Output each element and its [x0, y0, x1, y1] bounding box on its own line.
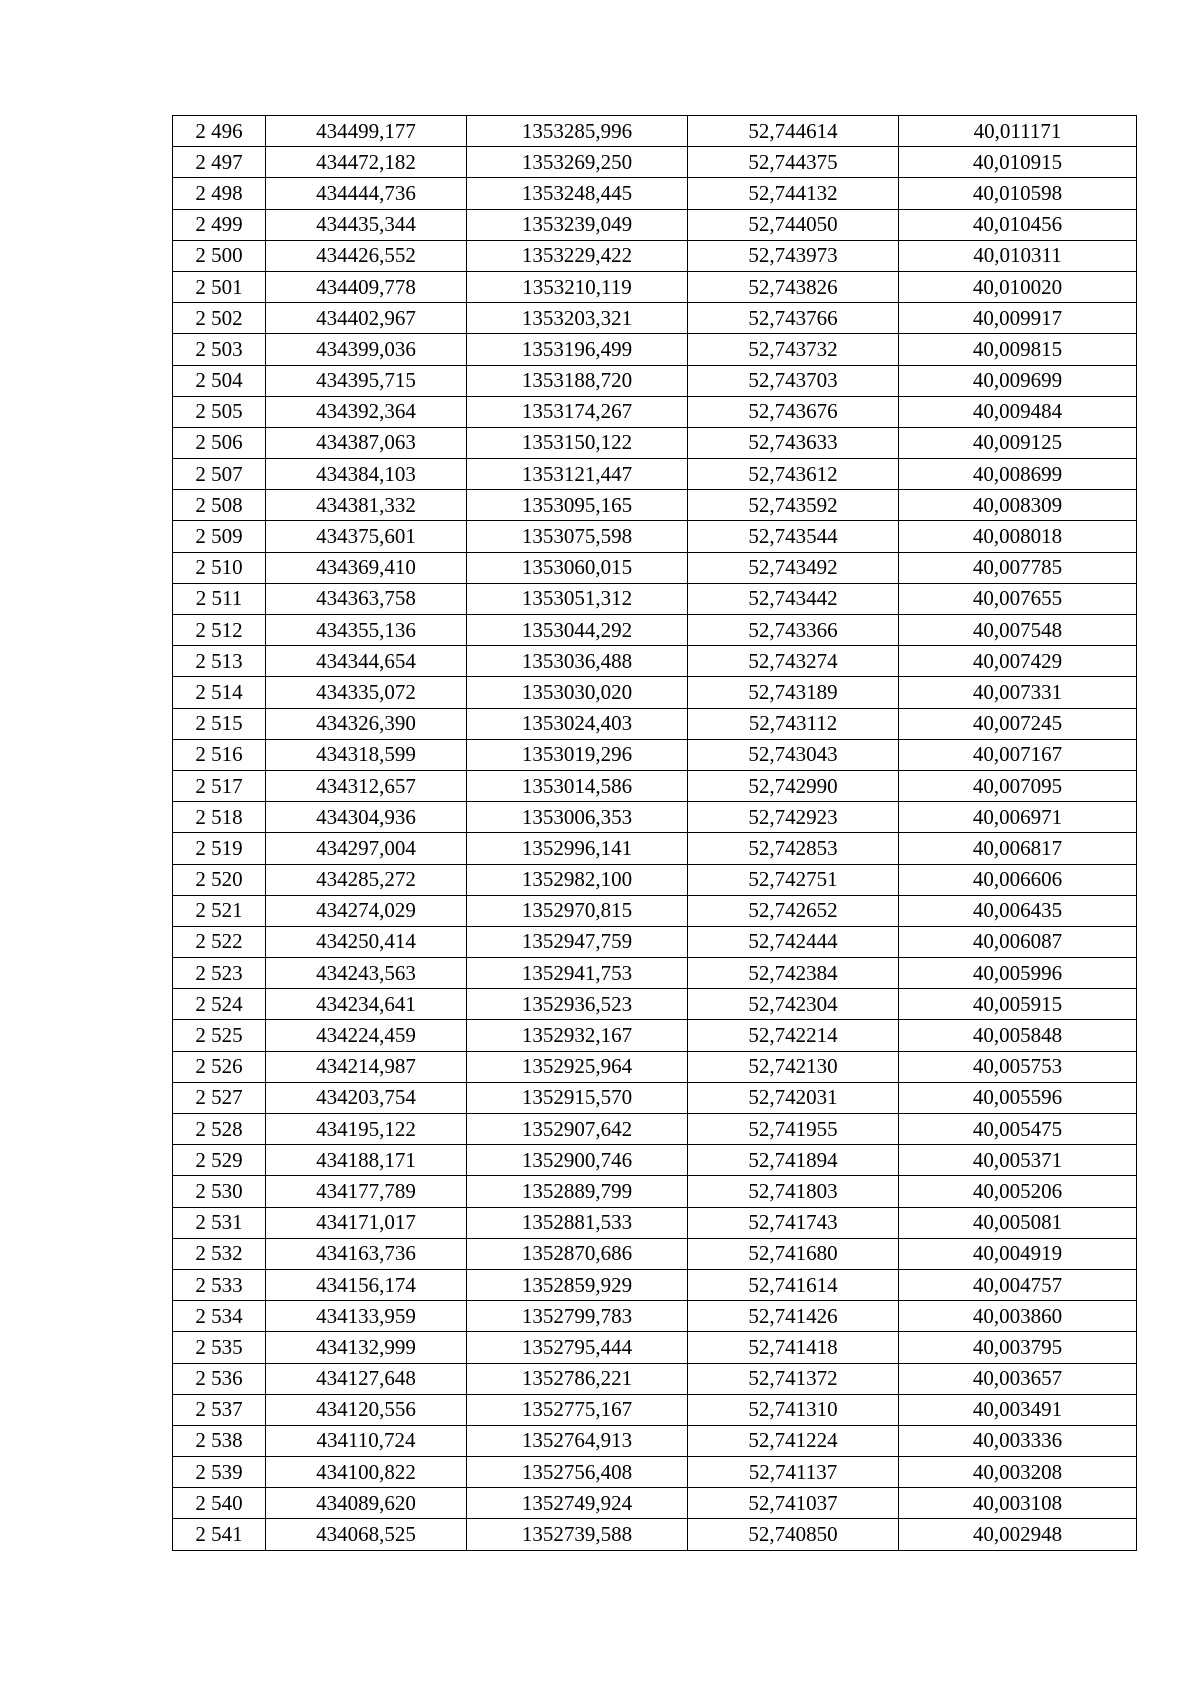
longitude-cell: 40,007167 — [899, 739, 1137, 770]
table-row — [173, 708, 1137, 739]
longitude-cell: 40,003208 — [899, 1457, 1137, 1488]
point-number-cell: 2 541 — [173, 1519, 266, 1550]
y-coordinate-cell: 1353210,119 — [467, 271, 688, 302]
longitude-cell: 40,007548 — [899, 615, 1137, 646]
table-row — [173, 178, 1137, 209]
point-number-cell: 2 504 — [173, 365, 266, 396]
x-coordinate-cell: 434369,410 — [266, 552, 467, 583]
x-coordinate-cell: 434472,182 — [266, 147, 467, 178]
y-coordinate-cell: 1352996,141 — [467, 833, 688, 864]
y-coordinate-cell: 1353229,422 — [467, 240, 688, 271]
x-coordinate-cell: 434100,822 — [266, 1457, 467, 1488]
y-coordinate-cell: 1353150,122 — [467, 427, 688, 458]
table-row — [173, 1145, 1137, 1176]
latitude-cell: 52,743366 — [688, 615, 899, 646]
x-coordinate-cell: 434375,601 — [266, 521, 467, 552]
table-row — [173, 1176, 1137, 1207]
longitude-cell: 40,007429 — [899, 646, 1137, 677]
longitude-cell: 40,011171 — [899, 116, 1137, 147]
longitude-cell: 40,010311 — [899, 240, 1137, 271]
longitude-cell: 40,003795 — [899, 1332, 1137, 1363]
table-row — [173, 739, 1137, 770]
point-number-cell: 2 502 — [173, 303, 266, 334]
table-row — [173, 271, 1137, 302]
x-coordinate-cell: 434224,459 — [266, 1020, 467, 1051]
longitude-cell: 40,006435 — [899, 895, 1137, 926]
longitude-cell: 40,010456 — [899, 209, 1137, 240]
table-row — [173, 1332, 1137, 1363]
table-row — [173, 677, 1137, 708]
x-coordinate-cell: 434234,641 — [266, 989, 467, 1020]
latitude-cell: 52,741680 — [688, 1238, 899, 1269]
y-coordinate-cell: 1352907,642 — [467, 1114, 688, 1145]
x-coordinate-cell: 434089,620 — [266, 1488, 467, 1519]
table-row — [173, 1269, 1137, 1300]
x-coordinate-cell: 434132,999 — [266, 1332, 467, 1363]
point-number-cell: 2 518 — [173, 802, 266, 833]
point-number-cell: 2 538 — [173, 1425, 266, 1456]
latitude-cell: 52,743274 — [688, 646, 899, 677]
y-coordinate-cell: 1352941,753 — [467, 958, 688, 989]
point-number-cell: 2 511 — [173, 583, 266, 614]
y-coordinate-cell: 1353036,488 — [467, 646, 688, 677]
table-row — [173, 833, 1137, 864]
longitude-cell: 40,003491 — [899, 1394, 1137, 1425]
latitude-cell: 52,742384 — [688, 958, 899, 989]
x-coordinate-cell: 434133,959 — [266, 1301, 467, 1332]
y-coordinate-cell: 1352889,799 — [467, 1176, 688, 1207]
point-number-cell: 2 496 — [173, 116, 266, 147]
y-coordinate-cell: 1352870,686 — [467, 1238, 688, 1269]
point-number-cell: 2 509 — [173, 521, 266, 552]
latitude-cell: 52,741894 — [688, 1145, 899, 1176]
table-row — [173, 365, 1137, 396]
table-row — [173, 427, 1137, 458]
x-coordinate-cell: 434171,017 — [266, 1207, 467, 1238]
point-number-cell: 2 515 — [173, 708, 266, 739]
x-coordinate-cell: 434188,171 — [266, 1145, 467, 1176]
longitude-cell: 40,005996 — [899, 958, 1137, 989]
latitude-cell: 52,743492 — [688, 552, 899, 583]
longitude-cell: 40,005848 — [899, 1020, 1137, 1051]
x-coordinate-cell: 434203,754 — [266, 1082, 467, 1113]
y-coordinate-cell: 1353239,049 — [467, 209, 688, 240]
y-coordinate-cell: 1353285,996 — [467, 116, 688, 147]
latitude-cell: 52,742853 — [688, 833, 899, 864]
table-row — [173, 1363, 1137, 1394]
coordinates-table-body — [173, 116, 1137, 1551]
longitude-cell: 40,010020 — [899, 271, 1137, 302]
y-coordinate-cell: 1353188,720 — [467, 365, 688, 396]
point-number-cell: 2 517 — [173, 770, 266, 801]
longitude-cell: 40,006817 — [899, 833, 1137, 864]
longitude-cell: 40,008699 — [899, 459, 1137, 490]
table-row — [173, 334, 1137, 365]
table-row — [173, 926, 1137, 957]
table-row — [173, 1114, 1137, 1145]
point-number-cell: 2 505 — [173, 396, 266, 427]
point-number-cell: 2 529 — [173, 1145, 266, 1176]
longitude-cell: 40,010598 — [899, 178, 1137, 209]
x-coordinate-cell: 434326,390 — [266, 708, 467, 739]
longitude-cell: 40,007785 — [899, 552, 1137, 583]
longitude-cell: 40,005206 — [899, 1176, 1137, 1207]
point-number-cell: 2 501 — [173, 271, 266, 302]
x-coordinate-cell: 434387,063 — [266, 427, 467, 458]
longitude-cell: 40,003108 — [899, 1488, 1137, 1519]
point-number-cell: 2 537 — [173, 1394, 266, 1425]
point-number-cell: 2 499 — [173, 209, 266, 240]
longitude-cell: 40,002948 — [899, 1519, 1137, 1550]
latitude-cell: 52,743732 — [688, 334, 899, 365]
x-coordinate-cell: 434381,332 — [266, 490, 467, 521]
latitude-cell: 52,744375 — [688, 147, 899, 178]
table-row — [173, 1457, 1137, 1488]
latitude-cell: 52,743442 — [688, 583, 899, 614]
point-number-cell: 2 520 — [173, 864, 266, 895]
coordinates-table — [172, 115, 1137, 1551]
latitude-cell: 52,741037 — [688, 1488, 899, 1519]
longitude-cell: 40,003657 — [899, 1363, 1137, 1394]
latitude-cell: 52,743189 — [688, 677, 899, 708]
y-coordinate-cell: 1353121,447 — [467, 459, 688, 490]
latitude-cell: 52,741955 — [688, 1114, 899, 1145]
table-row — [173, 1519, 1137, 1550]
table-row — [173, 1425, 1137, 1456]
point-number-cell: 2 535 — [173, 1332, 266, 1363]
x-coordinate-cell: 434402,967 — [266, 303, 467, 334]
x-coordinate-cell: 434250,414 — [266, 926, 467, 957]
x-coordinate-cell: 434318,599 — [266, 739, 467, 770]
y-coordinate-cell: 1352764,913 — [467, 1425, 688, 1456]
x-coordinate-cell: 434312,657 — [266, 770, 467, 801]
point-number-cell: 2 513 — [173, 646, 266, 677]
x-coordinate-cell: 434163,736 — [266, 1238, 467, 1269]
latitude-cell: 52,742652 — [688, 895, 899, 926]
latitude-cell: 52,742130 — [688, 1051, 899, 1082]
latitude-cell: 52,741137 — [688, 1457, 899, 1488]
latitude-cell: 52,740850 — [688, 1519, 899, 1550]
longitude-cell: 40,008309 — [899, 490, 1137, 521]
point-number-cell: 2 519 — [173, 833, 266, 864]
x-coordinate-cell: 434110,724 — [266, 1425, 467, 1456]
latitude-cell: 52,741224 — [688, 1425, 899, 1456]
latitude-cell: 52,743633 — [688, 427, 899, 458]
longitude-cell: 40,006971 — [899, 802, 1137, 833]
y-coordinate-cell: 1353248,445 — [467, 178, 688, 209]
table-row — [173, 583, 1137, 614]
table-row — [173, 1488, 1137, 1519]
y-coordinate-cell: 1352739,588 — [467, 1519, 688, 1550]
table-row — [173, 303, 1137, 334]
latitude-cell: 52,743544 — [688, 521, 899, 552]
point-number-cell: 2 510 — [173, 552, 266, 583]
x-coordinate-cell: 434127,648 — [266, 1363, 467, 1394]
table-row — [173, 490, 1137, 521]
y-coordinate-cell: 1353044,292 — [467, 615, 688, 646]
y-coordinate-cell: 1352915,570 — [467, 1082, 688, 1113]
longitude-cell: 40,008018 — [899, 521, 1137, 552]
point-number-cell: 2 531 — [173, 1207, 266, 1238]
latitude-cell: 52,742923 — [688, 802, 899, 833]
longitude-cell: 40,003860 — [899, 1301, 1137, 1332]
y-coordinate-cell: 1353095,165 — [467, 490, 688, 521]
latitude-cell: 52,743973 — [688, 240, 899, 271]
x-coordinate-cell: 434177,789 — [266, 1176, 467, 1207]
table-row — [173, 1020, 1137, 1051]
table-row — [173, 1394, 1137, 1425]
point-number-cell: 2 508 — [173, 490, 266, 521]
y-coordinate-cell: 1352947,759 — [467, 926, 688, 957]
table-row — [173, 958, 1137, 989]
table-row — [173, 802, 1137, 833]
x-coordinate-cell: 434195,122 — [266, 1114, 467, 1145]
y-coordinate-cell: 1353196,499 — [467, 334, 688, 365]
longitude-cell: 40,009484 — [899, 396, 1137, 427]
table-row — [173, 989, 1137, 1020]
y-coordinate-cell: 1353006,353 — [467, 802, 688, 833]
y-coordinate-cell: 1352936,523 — [467, 989, 688, 1020]
point-number-cell: 2 500 — [173, 240, 266, 271]
table-row — [173, 147, 1137, 178]
longitude-cell: 40,005753 — [899, 1051, 1137, 1082]
longitude-cell: 40,005475 — [899, 1114, 1137, 1145]
y-coordinate-cell: 1352795,444 — [467, 1332, 688, 1363]
longitude-cell: 40,009125 — [899, 427, 1137, 458]
point-number-cell: 2 536 — [173, 1363, 266, 1394]
point-number-cell: 2 533 — [173, 1269, 266, 1300]
table-row — [173, 1238, 1137, 1269]
y-coordinate-cell: 1352859,929 — [467, 1269, 688, 1300]
point-number-cell: 2 514 — [173, 677, 266, 708]
latitude-cell: 52,742214 — [688, 1020, 899, 1051]
x-coordinate-cell: 434068,525 — [266, 1519, 467, 1550]
latitude-cell: 52,741372 — [688, 1363, 899, 1394]
y-coordinate-cell: 1352786,221 — [467, 1363, 688, 1394]
y-coordinate-cell: 1352799,783 — [467, 1301, 688, 1332]
table-row — [173, 240, 1137, 271]
x-coordinate-cell: 434243,563 — [266, 958, 467, 989]
point-number-cell: 2 540 — [173, 1488, 266, 1519]
latitude-cell: 52,743043 — [688, 739, 899, 770]
y-coordinate-cell: 1352749,924 — [467, 1488, 688, 1519]
point-number-cell: 2 534 — [173, 1301, 266, 1332]
point-number-cell: 2 516 — [173, 739, 266, 770]
point-number-cell: 2 532 — [173, 1238, 266, 1269]
longitude-cell: 40,005081 — [899, 1207, 1137, 1238]
latitude-cell: 52,742990 — [688, 770, 899, 801]
longitude-cell: 40,004757 — [899, 1269, 1137, 1300]
x-coordinate-cell: 434363,758 — [266, 583, 467, 614]
table-row — [173, 459, 1137, 490]
latitude-cell: 52,742304 — [688, 989, 899, 1020]
point-number-cell: 2 528 — [173, 1114, 266, 1145]
point-number-cell: 2 503 — [173, 334, 266, 365]
x-coordinate-cell: 434285,272 — [266, 864, 467, 895]
point-number-cell: 2 522 — [173, 926, 266, 957]
x-coordinate-cell: 434444,736 — [266, 178, 467, 209]
longitude-cell: 40,005596 — [899, 1082, 1137, 1113]
point-number-cell: 2 497 — [173, 147, 266, 178]
y-coordinate-cell: 1353075,598 — [467, 521, 688, 552]
latitude-cell: 52,741418 — [688, 1332, 899, 1363]
longitude-cell: 40,007245 — [899, 708, 1137, 739]
x-coordinate-cell: 434395,715 — [266, 365, 467, 396]
longitude-cell: 40,006087 — [899, 926, 1137, 957]
point-number-cell: 2 512 — [173, 615, 266, 646]
latitude-cell: 52,743826 — [688, 271, 899, 302]
x-coordinate-cell: 434156,174 — [266, 1269, 467, 1300]
latitude-cell: 52,744614 — [688, 116, 899, 147]
y-coordinate-cell: 1353203,321 — [467, 303, 688, 334]
table-row — [173, 1051, 1137, 1082]
y-coordinate-cell: 1353051,312 — [467, 583, 688, 614]
point-number-cell: 2 506 — [173, 427, 266, 458]
longitude-cell: 40,003336 — [899, 1425, 1137, 1456]
x-coordinate-cell: 434384,103 — [266, 459, 467, 490]
x-coordinate-cell: 434499,177 — [266, 116, 467, 147]
latitude-cell: 52,743112 — [688, 708, 899, 739]
latitude-cell: 52,743676 — [688, 396, 899, 427]
y-coordinate-cell: 1352881,533 — [467, 1207, 688, 1238]
table-row — [173, 646, 1137, 677]
latitude-cell: 52,743766 — [688, 303, 899, 334]
table-row — [173, 1207, 1137, 1238]
x-coordinate-cell: 434426,552 — [266, 240, 467, 271]
x-coordinate-cell: 434304,936 — [266, 802, 467, 833]
point-number-cell: 2 527 — [173, 1082, 266, 1113]
table-row — [173, 116, 1137, 147]
longitude-cell: 40,006606 — [899, 864, 1137, 895]
x-coordinate-cell: 434355,136 — [266, 615, 467, 646]
point-number-cell: 2 530 — [173, 1176, 266, 1207]
latitude-cell: 52,743612 — [688, 459, 899, 490]
x-coordinate-cell: 434392,364 — [266, 396, 467, 427]
x-coordinate-cell: 434399,036 — [266, 334, 467, 365]
point-number-cell: 2 525 — [173, 1020, 266, 1051]
longitude-cell: 40,004919 — [899, 1238, 1137, 1269]
y-coordinate-cell: 1353014,586 — [467, 770, 688, 801]
point-number-cell: 2 526 — [173, 1051, 266, 1082]
longitude-cell: 40,007331 — [899, 677, 1137, 708]
latitude-cell: 52,743703 — [688, 365, 899, 396]
point-number-cell: 2 521 — [173, 895, 266, 926]
y-coordinate-cell: 1352775,167 — [467, 1394, 688, 1425]
latitude-cell: 52,744050 — [688, 209, 899, 240]
x-coordinate-cell: 434335,072 — [266, 677, 467, 708]
longitude-cell: 40,005915 — [899, 989, 1137, 1020]
y-coordinate-cell: 1352982,100 — [467, 864, 688, 895]
table-row — [173, 209, 1137, 240]
point-number-cell: 2 524 — [173, 989, 266, 1020]
latitude-cell: 52,742031 — [688, 1082, 899, 1113]
x-coordinate-cell: 434214,987 — [266, 1051, 467, 1082]
y-coordinate-cell: 1353030,020 — [467, 677, 688, 708]
latitude-cell: 52,742444 — [688, 926, 899, 957]
latitude-cell: 52,743592 — [688, 490, 899, 521]
y-coordinate-cell: 1353269,250 — [467, 147, 688, 178]
x-coordinate-cell: 434344,654 — [266, 646, 467, 677]
x-coordinate-cell: 434435,344 — [266, 209, 467, 240]
point-number-cell: 2 523 — [173, 958, 266, 989]
table-row — [173, 770, 1137, 801]
longitude-cell: 40,005371 — [899, 1145, 1137, 1176]
longitude-cell: 40,007655 — [899, 583, 1137, 614]
latitude-cell: 52,741803 — [688, 1176, 899, 1207]
x-coordinate-cell: 434297,004 — [266, 833, 467, 864]
y-coordinate-cell: 1352925,964 — [467, 1051, 688, 1082]
y-coordinate-cell: 1353024,403 — [467, 708, 688, 739]
point-number-cell: 2 498 — [173, 178, 266, 209]
latitude-cell: 52,741614 — [688, 1269, 899, 1300]
longitude-cell: 40,007095 — [899, 770, 1137, 801]
table-row — [173, 864, 1137, 895]
x-coordinate-cell: 434120,556 — [266, 1394, 467, 1425]
point-number-cell: 2 507 — [173, 459, 266, 490]
latitude-cell: 52,742751 — [688, 864, 899, 895]
longitude-cell: 40,009917 — [899, 303, 1137, 334]
longitude-cell: 40,009815 — [899, 334, 1137, 365]
table-row — [173, 615, 1137, 646]
longitude-cell: 40,010915 — [899, 147, 1137, 178]
y-coordinate-cell: 1353019,296 — [467, 739, 688, 770]
table-row — [173, 895, 1137, 926]
latitude-cell: 52,741426 — [688, 1301, 899, 1332]
latitude-cell: 52,741310 — [688, 1394, 899, 1425]
y-coordinate-cell: 1352900,746 — [467, 1145, 688, 1176]
table-row — [173, 1082, 1137, 1113]
y-coordinate-cell: 1352970,815 — [467, 895, 688, 926]
x-coordinate-cell: 434409,778 — [266, 271, 467, 302]
table-row — [173, 1301, 1137, 1332]
latitude-cell: 52,744132 — [688, 178, 899, 209]
y-coordinate-cell: 1353060,015 — [467, 552, 688, 583]
table-row — [173, 521, 1137, 552]
x-coordinate-cell: 434274,029 — [266, 895, 467, 926]
y-coordinate-cell: 1353174,267 — [467, 396, 688, 427]
latitude-cell: 52,741743 — [688, 1207, 899, 1238]
table-row — [173, 396, 1137, 427]
longitude-cell: 40,009699 — [899, 365, 1137, 396]
y-coordinate-cell: 1352756,408 — [467, 1457, 688, 1488]
y-coordinate-cell: 1352932,167 — [467, 1020, 688, 1051]
table-row — [173, 552, 1137, 583]
point-number-cell: 2 539 — [173, 1457, 266, 1488]
